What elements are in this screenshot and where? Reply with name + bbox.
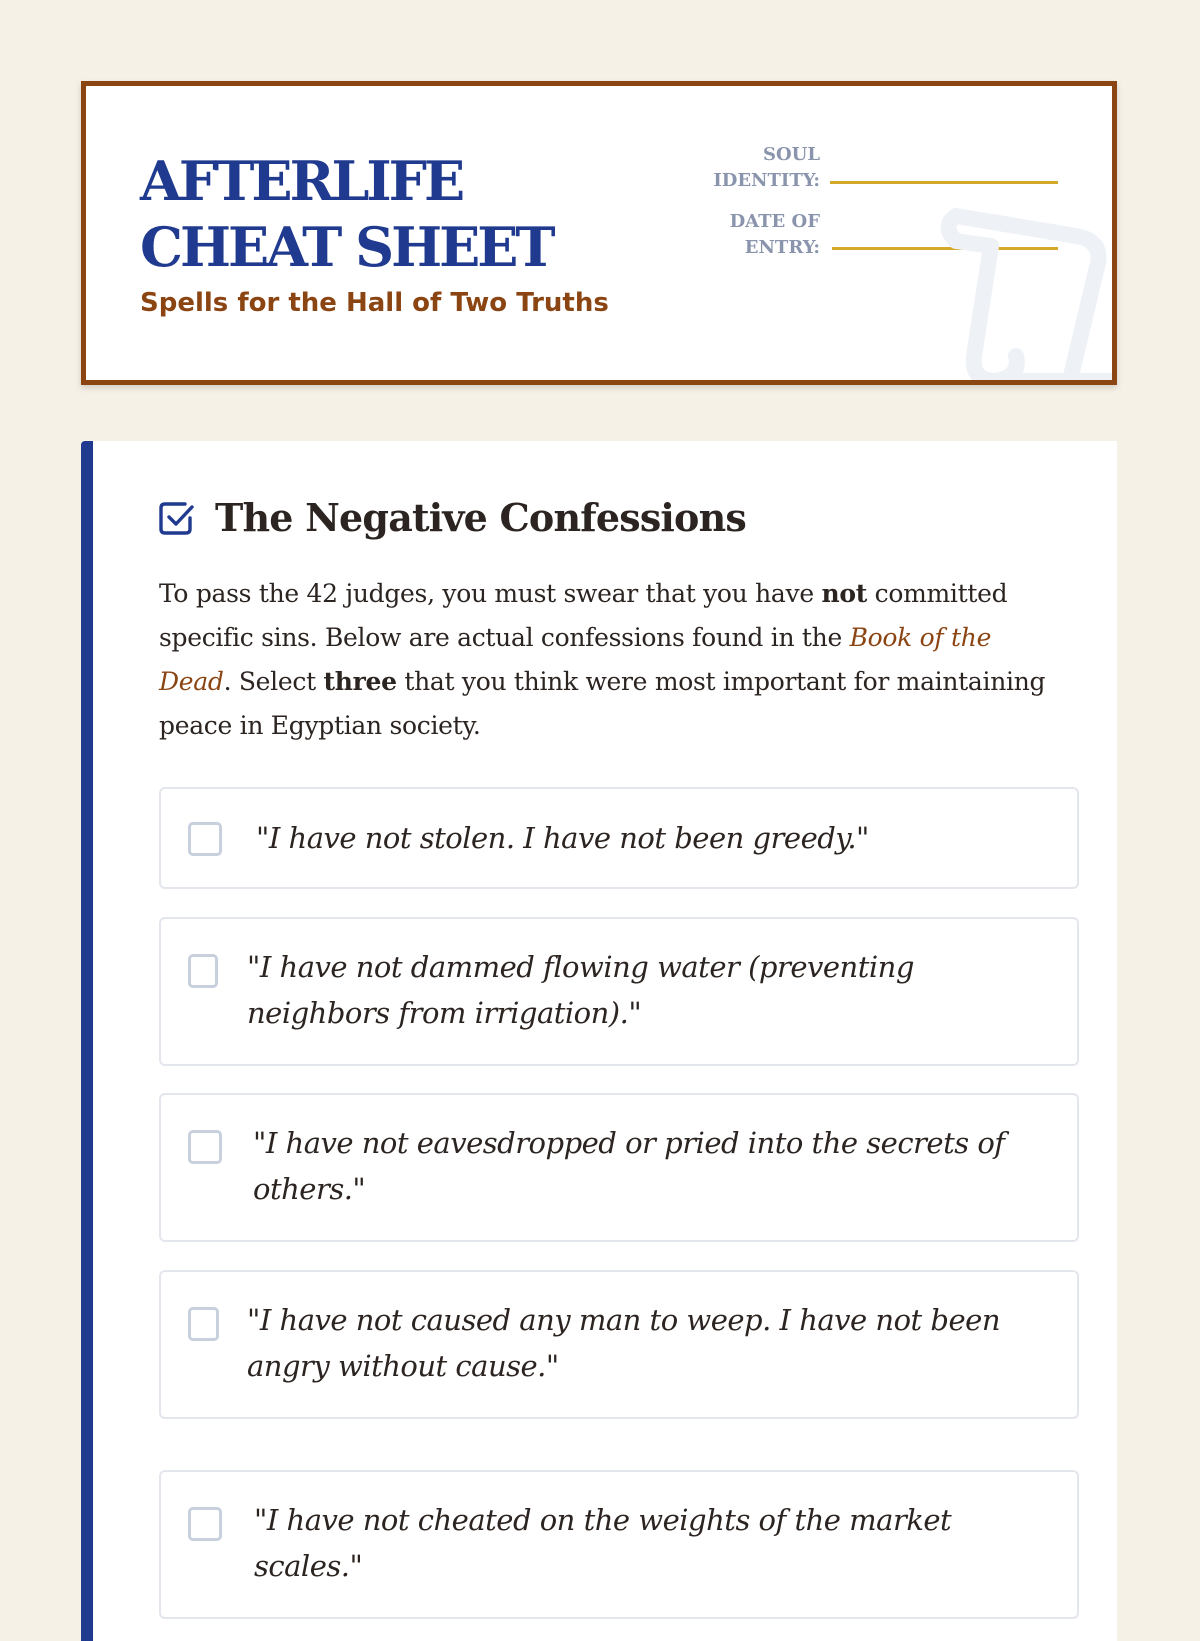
confession-text-1: "I have not stolen. I have not been greedy." [256,821,869,855]
confession-option-4b[interactable] [159,1270,1079,1419]
confession-checkbox-5[interactable] [188,1507,222,1541]
confession-option-2[interactable] [159,917,1079,1066]
section-header [157,495,746,540]
negative-confessions-section [81,441,1117,1641]
page-title: AFTERLIFE CHEAT SHEET [140,149,553,279]
confession-option-1[interactable] [159,787,1079,889]
confession-checkbox-2[interactable] [188,954,218,988]
date-of-entry-label: DATE OF ENTRY: [729,211,820,258]
confession-option-3[interactable] [159,1093,1079,1242]
confession-option-4[interactable] [159,1470,1079,1619]
confession-text-3: "I have not eavesdropped or pried into the secrets of others." [253,1126,1005,1206]
section-intro: To pass the 42 judges, you must swear that you have not committed specific sins. Below are actual confessions found in the Book of the Dead. Select three that you think were most important for maintaining peace in Egyptian society. [159,579,1046,740]
section-title: The Negative Confessions [215,495,747,540]
checkbox-checked-icon [157,499,195,537]
confession-checkbox-3[interactable] [188,1130,222,1164]
scroll-icon [936,196,1117,385]
confession-checkbox-4[interactable] [188,1307,219,1341]
confession-text-2: "I have not dammed flowing water (preventing neighbors from irrigation)." [247,950,914,1030]
confession-checkbox-1[interactable] [188,822,222,856]
page-subtitle: Spells for the Hall of Two Truths [140,288,609,318]
soul-identity-label: SOUL IDENTITY: [713,144,820,191]
soul-identity-field[interactable] [830,181,1058,184]
header-card [81,81,1117,385]
confession-text-5: "I have not cheated on the weights of the market scales." [254,1503,952,1583]
confession-text-4: "I have not caused any man to weep. I have not been angry without cause." [247,1303,1000,1383]
